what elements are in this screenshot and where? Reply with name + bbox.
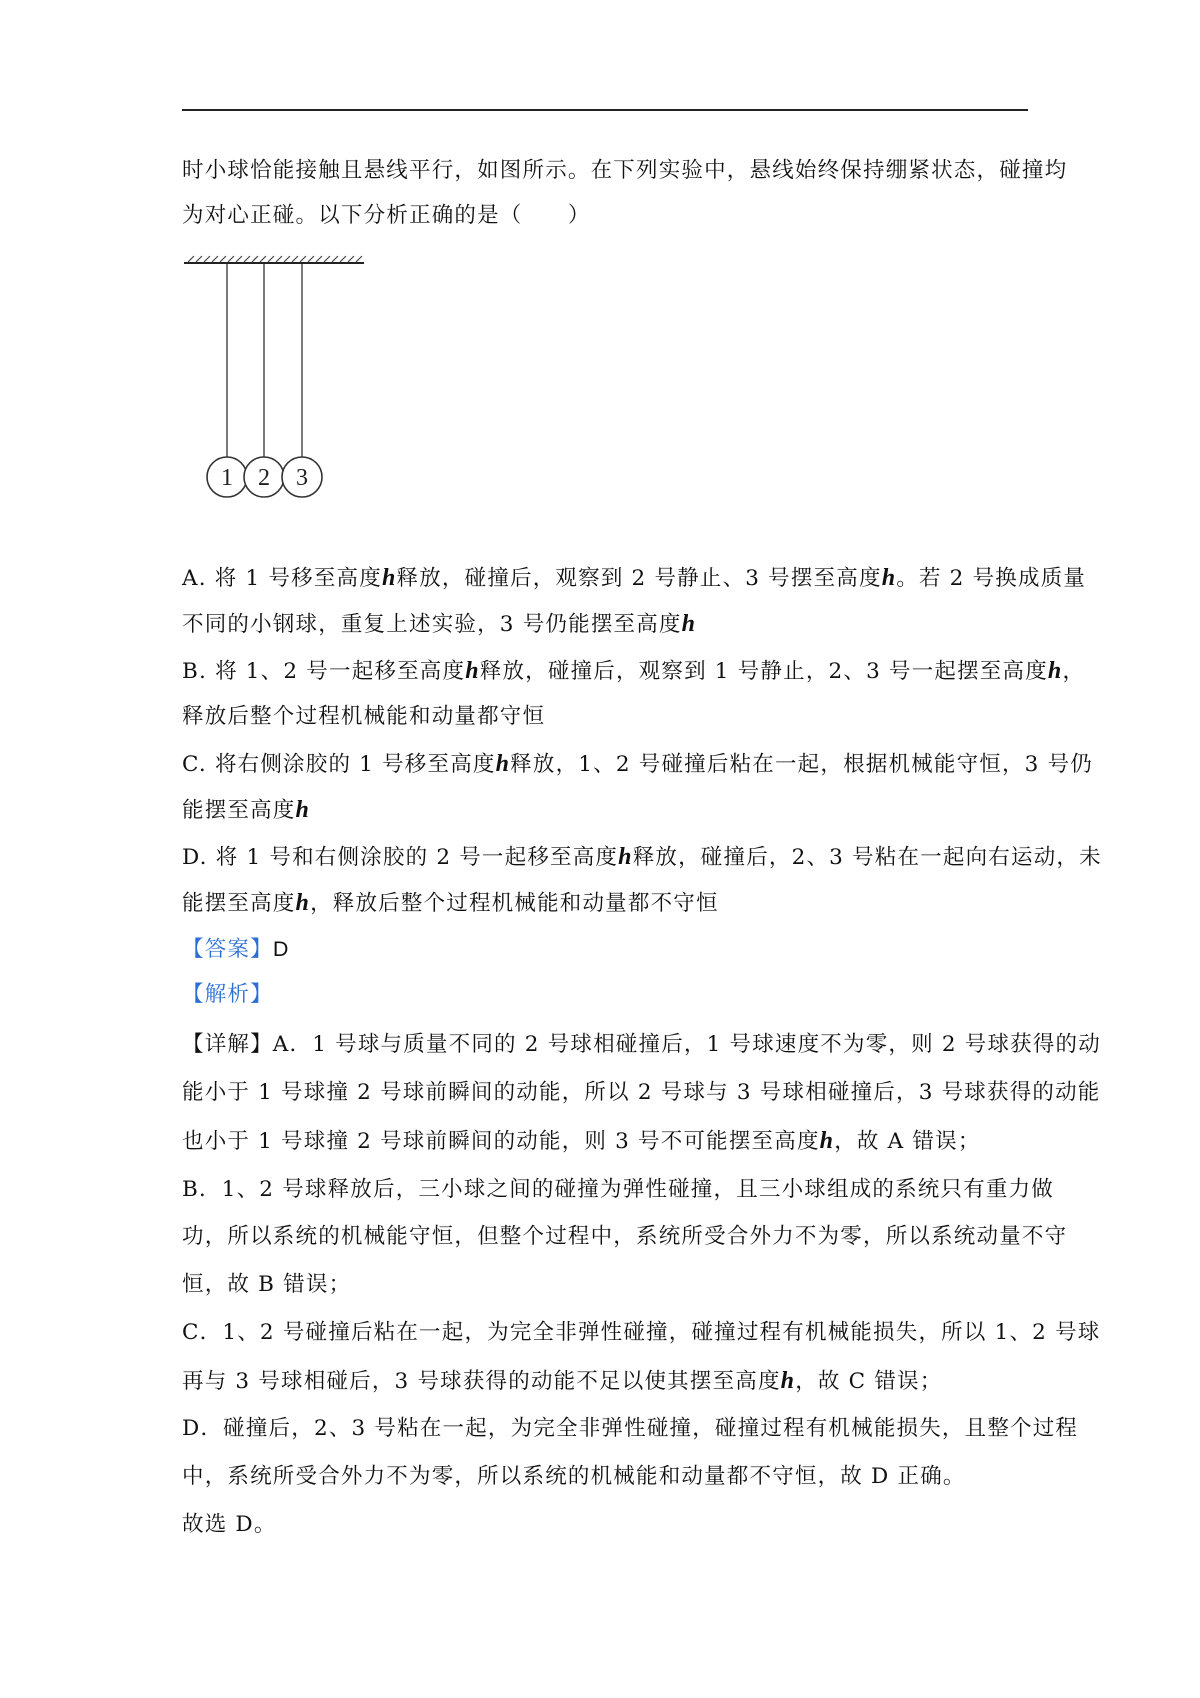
question-line-2: 为对心正碰。以下分析正确的是（ ）: [182, 203, 591, 228]
ball-label-2: 2: [258, 465, 270, 491]
answer-label: 【答案】: [182, 937, 273, 962]
option-a-line-2: 不同的小钢球，重复上述实验，3 号仍能摆至高度h: [182, 611, 697, 637]
question-line-1: 时小球恰能接触且悬线平行，如图所示。在下列实验中，悬线始终保持绷紧状态，碰撞均: [182, 158, 1068, 183]
detail-line-3: 也小于 1 号球撞 2 号球前瞬间的动能，则 3 号不可能摆至高度h，故 A 错误；: [182, 1128, 981, 1154]
option-a-line-1: A. 将 1 号移至高度h释放，碰撞后，观察到 2 号静止、3 号摆至高度h。若 2 号换成质量: [182, 565, 1087, 591]
pendulum-figure: [182, 255, 372, 505]
detail-line-4: B．1、2 号球释放后，三小球之间的碰撞为弹性碰撞，且三小球组成的系统只有重力做: [182, 1177, 1054, 1202]
ceiling-hatching: [184, 256, 364, 263]
strings: [227, 264, 302, 457]
detail-line-6: 恒，故 B 错误；: [182, 1272, 352, 1297]
option-b-line-1: B. 将 1、2 号一起移至高度h释放，碰撞后，观察到 1 号静止，2、3 号一起摆至高度h，: [182, 658, 1086, 684]
detail-line-10: 中，系统所受合外力不为零，所以系统的机械能和动量都不守恒，故 D 正确。: [182, 1464, 966, 1489]
detail-line-7: C．1、2 号碰撞后粘在一起，为完全非弹性碰撞，碰撞过程有机械能损失，所以 1、2 号球: [182, 1320, 1101, 1345]
detail-line-5: 功，所以系统的机械能守恒，但整个过程中，系统所受合外力不为零，所以系统动量不守: [182, 1224, 1068, 1249]
detail-line-2: 能小于 1 号球撞 2 号球前瞬间的动能，所以 2 号球与 3 号球相碰撞后，3 号球获得的动能: [182, 1080, 1101, 1105]
option-d-line-2: 能摆至高度h，释放后整个过程机械能和动量都不守恒: [182, 890, 719, 916]
answer-line: [182, 934, 290, 965]
detail-line-1: 【详解】A．1 号球与质量不同的 2 号球相碰撞后，1 号球速度不为零，则 2 号球获得的动: [182, 1032, 1101, 1057]
option-c-line-1: C. 将右侧涂胶的 1 号移至高度h释放，1、2 号碰撞后粘在一起，根据机械能守恒，3 号仍: [182, 751, 1093, 777]
analysis-label: 【解析】: [182, 982, 273, 1007]
answer-value: D: [272, 937, 290, 961]
option-d-line-1: D. 将 1 号和右侧涂胶的 2 号一起移至高度h释放，碰撞后，2、3 号粘在一起向右运动，未: [182, 844, 1102, 870]
detail-line-8: 再与 3 号球相碰后，3 号球获得的动能不足以使其摆至高度h，故 C 错误；: [182, 1368, 943, 1394]
ball-label-3: 3: [296, 465, 308, 491]
detail-line-11: 故选 D。: [182, 1512, 277, 1537]
option-b-line-2: 释放后整个过程机械能和动量都守恒: [182, 704, 546, 729]
detail-line-9: D．碰撞后，2、3 号粘在一起，为完全非弹性碰撞，碰撞过程有机械能损失，且整个过程: [182, 1416, 1079, 1441]
ball-label-1: 1: [221, 465, 233, 491]
option-c-line-2: 能摆至高度h: [182, 797, 311, 823]
header-rule: [182, 109, 1028, 111]
